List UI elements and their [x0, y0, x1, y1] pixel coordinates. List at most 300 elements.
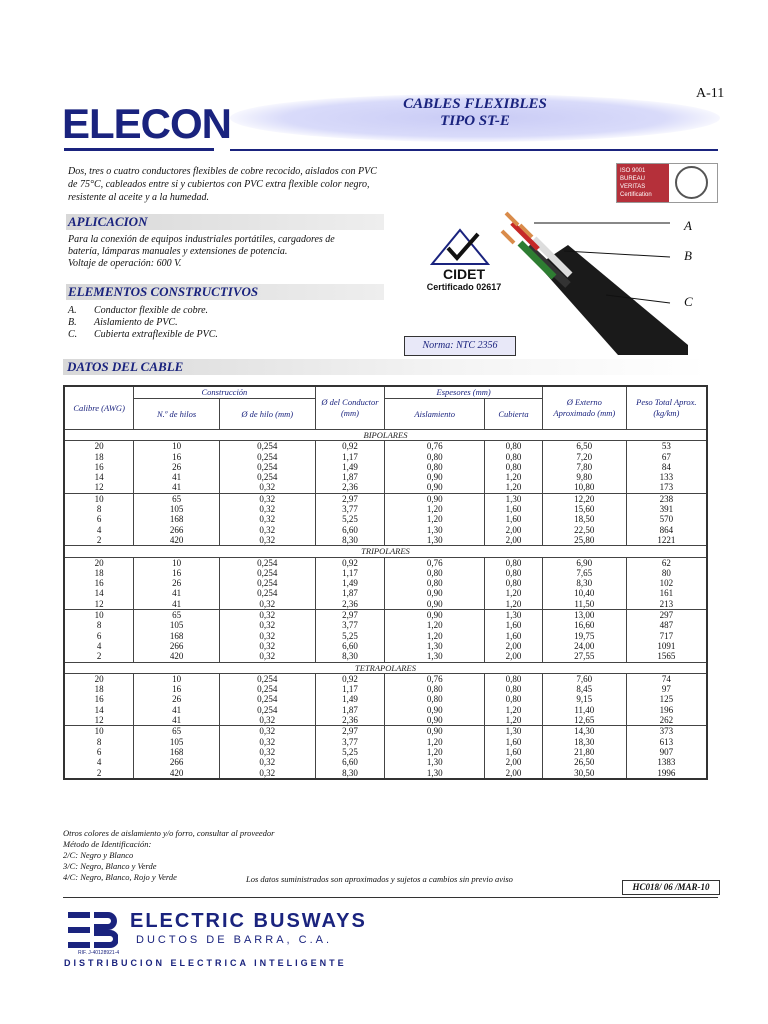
table-row [64, 462, 707, 472]
table-cell: 14 [64, 588, 134, 598]
table-cell: 97 [626, 684, 707, 694]
item-label: B. [68, 317, 77, 328]
table-cell: 41 [134, 472, 220, 482]
table-row [64, 482, 707, 493]
table-cell: 10 [134, 673, 220, 684]
table-cell: 0,254 [219, 452, 315, 462]
table-cell: 0,32 [219, 482, 315, 493]
table-cell: 0,32 [219, 641, 315, 651]
table-cell: 0,32 [219, 715, 315, 726]
table-cell: 125 [626, 694, 707, 704]
table-row [64, 757, 707, 767]
table-cell: 7,80 [542, 462, 626, 472]
table-cell: 65 [134, 493, 220, 504]
table-cell: 4 [64, 757, 134, 767]
table-cell: 16 [64, 578, 134, 588]
table-row [64, 568, 707, 578]
group-name: TRIPOLARES [64, 546, 707, 557]
diagram-label-c: C [684, 294, 693, 309]
table-cell: 11,50 [542, 599, 626, 610]
table-cell: 213 [626, 599, 707, 610]
table-row [64, 747, 707, 757]
note-line: 3/C: Negro, Blanco y Verde [63, 861, 157, 871]
table-cell: 18 [64, 568, 134, 578]
table-cell: 18 [64, 452, 134, 462]
table-cell: 20 [64, 441, 134, 452]
table-cell: 3,77 [315, 737, 385, 747]
iso-line: ISO 9001 [620, 168, 646, 174]
page-title [230, 96, 720, 130]
table-cell: 16 [134, 684, 220, 694]
note-line: 4/C: Negro, Blanco, Rojo y Verde [63, 872, 177, 882]
table-cell: 0,32 [219, 504, 315, 514]
table-cell: 8,30 [315, 535, 385, 546]
table-cell: 1,30 [385, 768, 485, 779]
table-cell: 0,92 [315, 673, 385, 684]
table-cell: 266 [134, 525, 220, 535]
table-cell: 0,32 [219, 757, 315, 767]
table-cell: 26 [134, 578, 220, 588]
table-cell: 5,25 [315, 747, 385, 757]
table-cell: 9,15 [542, 694, 626, 704]
table-cell: 2,97 [315, 493, 385, 504]
table-cell: 16 [64, 462, 134, 472]
table-cell: 74 [626, 673, 707, 684]
table-cell: 1,30 [385, 651, 485, 662]
datos-bar [63, 359, 708, 375]
table-row [64, 514, 707, 524]
table-cell: 173 [626, 482, 707, 493]
table-cell: 0,32 [219, 620, 315, 630]
table-cell: 0,80 [485, 684, 543, 694]
table-cell: 10 [134, 441, 220, 452]
group-name: BIPOLARES [64, 430, 707, 441]
table-cell: 0,90 [385, 599, 485, 610]
table-cell: 0,80 [485, 568, 543, 578]
table-cell: 2,00 [485, 525, 543, 535]
table-cell: 1,20 [385, 514, 485, 524]
table-cell: 196 [626, 705, 707, 715]
table-cell: 6,50 [542, 441, 626, 452]
iso-text [617, 164, 669, 202]
table-cell: 0,80 [385, 462, 485, 472]
table-row [64, 620, 707, 630]
note-line: Método de Identificación: [63, 839, 152, 849]
table-cell: 0,32 [219, 726, 315, 737]
table-cell: 0,254 [219, 472, 315, 482]
header-peso: Peso Total Aprox. (kg/km) [626, 386, 707, 430]
table-cell: 6,60 [315, 525, 385, 535]
table-cell: 10 [134, 557, 220, 568]
table-cell: 1565 [626, 651, 707, 662]
table-cell: 0,254 [219, 578, 315, 588]
table-cell: 0,80 [385, 578, 485, 588]
table-cell: 10 [64, 493, 134, 504]
table-row [64, 694, 707, 704]
table-cell: 16 [134, 452, 220, 462]
table-cell: 1,49 [315, 694, 385, 704]
header-divider [230, 149, 718, 151]
table-cell: 18,30 [542, 737, 626, 747]
table-cell: 41 [134, 599, 220, 610]
table-row [64, 441, 707, 452]
table-cell: 12,65 [542, 715, 626, 726]
table-cell: 0,254 [219, 441, 315, 452]
table-row [64, 472, 707, 482]
table-cell: 10 [64, 726, 134, 737]
table-cell: 25,80 [542, 535, 626, 546]
table-cell: 16 [134, 568, 220, 578]
table-cell: 8 [64, 737, 134, 747]
table-row [64, 452, 707, 462]
footer-subtitle: DUCTOS DE BARRA, C.A. [136, 934, 333, 946]
table-cell: 2,00 [485, 535, 543, 546]
table-cell: 1091 [626, 641, 707, 651]
table-cell: 0,76 [385, 441, 485, 452]
table-cell: 2 [64, 651, 134, 662]
table-cell: 266 [134, 641, 220, 651]
table-cell: 2,00 [485, 651, 543, 662]
cable-data-table [63, 385, 708, 780]
table-cell: 1,20 [385, 737, 485, 747]
table-cell: 0,32 [219, 651, 315, 662]
table-cell: 0,254 [219, 705, 315, 715]
table-cell: 14 [64, 472, 134, 482]
table-cell: 1,17 [315, 684, 385, 694]
table-row [64, 641, 707, 651]
table-cell: 14,30 [542, 726, 626, 737]
table-cell: 1,20 [485, 599, 543, 610]
table-cell: 8,30 [315, 651, 385, 662]
table-cell: 1,30 [385, 641, 485, 651]
table-cell: 65 [134, 726, 220, 737]
table-cell: 20 [64, 557, 134, 568]
table-cell: 102 [626, 578, 707, 588]
intro-paragraph: Dos, tres o cuatro conductores flexibles de cobre recocido, aislados con PVC de 75°C, cableados entre si y cubiertos con PVC extra flexible color negro, resistente al aceite y a la humedad. [68, 166, 377, 203]
table-cell: 0,90 [385, 610, 485, 621]
table-cell: 2 [64, 535, 134, 546]
table-cell: 2,36 [315, 715, 385, 726]
table-cell: 1,60 [485, 747, 543, 757]
table-cell: 0,80 [485, 441, 543, 452]
table-cell: 5,25 [315, 631, 385, 641]
table-row [64, 715, 707, 726]
note-line: Otros colores de aislamiento y/o forro, consultar al proveedor [63, 828, 275, 838]
table-cell: 2 [64, 768, 134, 779]
table-cell: 907 [626, 747, 707, 757]
table-cell: 5,25 [315, 514, 385, 524]
table-cell: 0,32 [219, 599, 315, 610]
table-cell: 8 [64, 620, 134, 630]
page-number: A-11 [696, 86, 725, 101]
table-cell: 420 [134, 535, 220, 546]
aplicacion-line: Voltaje de operación: 600 V. [68, 258, 182, 269]
table-cell: 12,20 [542, 493, 626, 504]
table-row [64, 504, 707, 514]
table-cell: 1,49 [315, 578, 385, 588]
logo-underline [64, 148, 214, 151]
table-cell: 266 [134, 757, 220, 767]
table-cell: 0,90 [385, 705, 485, 715]
table-cell: 0,254 [219, 568, 315, 578]
table-cell: 0,254 [219, 588, 315, 598]
table-cell: 1,20 [485, 715, 543, 726]
aplicacion-line: batería, lámparas manuales y extensiones de potencia. [68, 246, 288, 257]
table-cell: 80 [626, 568, 707, 578]
table-cell: 2,00 [485, 768, 543, 779]
table-cell: 62 [626, 557, 707, 568]
norma-box: Norma: NTC 2356 [404, 336, 516, 356]
table-cell: 0,90 [385, 715, 485, 726]
table-cell: 0,32 [219, 525, 315, 535]
elementos-title: ELEMENTOS CONSTRUCTIVOS [68, 284, 259, 299]
table-cell: 0,90 [385, 482, 485, 493]
table-cell: 0,90 [385, 588, 485, 598]
table-cell: 0,32 [219, 747, 315, 757]
table-cell: 6,90 [542, 557, 626, 568]
table-row [64, 651, 707, 662]
header-calibre: Calibre (AWG) [64, 386, 134, 430]
table-cell: 16,60 [542, 620, 626, 630]
disclaimer: Los datos suministrados son aproximados y sujetos a cambios sin previo aviso [246, 874, 513, 884]
table-cell: 0,254 [219, 557, 315, 568]
footer-tagline: DISTRIBUCION ELECTRICA INTELIGENTE [64, 958, 347, 968]
table-body [64, 430, 707, 779]
table-row [64, 768, 707, 779]
table-cell: 10,80 [542, 482, 626, 493]
table-cell: 0,254 [219, 684, 315, 694]
title-line-1: CABLES FLEXIBLES [403, 96, 547, 112]
table-cell: 864 [626, 525, 707, 535]
table-row [64, 599, 707, 610]
footer-company-name: ELECTRIC BUSWAYS [130, 910, 367, 932]
table-cell: 238 [626, 493, 707, 504]
item-text: Aislamiento de PVC. [94, 317, 178, 328]
header-diam-conductor: Ø del Conductor (mm) [315, 386, 385, 430]
table-cell: 420 [134, 651, 220, 662]
table-cell: 1,20 [385, 620, 485, 630]
table-cell: 2,36 [315, 482, 385, 493]
table-cell: 1996 [626, 768, 707, 779]
table-cell: 1,87 [315, 588, 385, 598]
table-cell: 1,30 [485, 610, 543, 621]
table-cell: 6 [64, 631, 134, 641]
table-cell: 0,254 [219, 673, 315, 684]
table-cell: 0,80 [485, 557, 543, 568]
diagram-label-b: B [684, 248, 692, 263]
group-header-row [64, 546, 707, 557]
table-cell: 7,60 [542, 673, 626, 684]
table-cell: 0,90 [385, 493, 485, 504]
table-cell: 1,60 [485, 631, 543, 641]
table-cell: 12 [64, 715, 134, 726]
table-cell: 1,20 [385, 747, 485, 757]
table-cell: 41 [134, 705, 220, 715]
table-cell: 26 [134, 694, 220, 704]
table-row [64, 493, 707, 504]
header-cubierta: Cubierta [485, 399, 543, 430]
table-cell: 1,17 [315, 568, 385, 578]
table-cell: 0,32 [219, 610, 315, 621]
table-cell: 3,77 [315, 504, 385, 514]
diagram-label-a: A [684, 218, 692, 233]
table-cell: 0,254 [219, 462, 315, 472]
table-cell: 0,254 [219, 694, 315, 704]
table-cell: 41 [134, 482, 220, 493]
table-cell: 8,30 [315, 768, 385, 779]
table-cell: 105 [134, 504, 220, 514]
table-cell: 20 [64, 673, 134, 684]
table-cell: 105 [134, 737, 220, 747]
item-text: Cubierta extraflexible de PVC. [94, 329, 218, 340]
table-cell: 168 [134, 631, 220, 641]
table-row [64, 588, 707, 598]
table-cell: 168 [134, 514, 220, 524]
table-cell: 11,40 [542, 705, 626, 715]
table-cell: 487 [626, 620, 707, 630]
group-name: TETRAPOLARES [64, 662, 707, 673]
item-label: A. [68, 305, 77, 316]
aplicacion-bar [66, 214, 384, 230]
table-cell: 1383 [626, 757, 707, 767]
table-cell: 26,50 [542, 757, 626, 767]
table-row [64, 535, 707, 546]
table-cell: 1,60 [485, 620, 543, 630]
table-cell: 1,30 [385, 535, 485, 546]
cidet-name: CIDET [443, 266, 485, 282]
table-cell: 0,80 [485, 578, 543, 588]
table-cell: 133 [626, 472, 707, 482]
table-cell: 0,92 [315, 441, 385, 452]
table-cell: 1,17 [315, 452, 385, 462]
table-cell: 0,32 [219, 514, 315, 524]
table-cell: 4 [64, 525, 134, 535]
table-row [64, 631, 707, 641]
table-row [64, 705, 707, 715]
table-cell: 12 [64, 482, 134, 493]
document-code: HC018/ 06 /MAR-10 [622, 880, 720, 895]
header-n-hilos: N.º de hilos [134, 399, 220, 430]
item-text: Conductor flexible de cobre. [94, 305, 209, 316]
table-cell: 18,50 [542, 514, 626, 524]
table-cell: 67 [626, 452, 707, 462]
table-cell: 22,50 [542, 525, 626, 535]
table-cell: 391 [626, 504, 707, 514]
aplicacion-line: Para la conexión de equipos industriales portátiles, cargadores de [68, 234, 335, 245]
table-row [64, 578, 707, 588]
note-line: 2/C: Negro y Blanco [63, 850, 134, 860]
table-cell: 1,49 [315, 462, 385, 472]
table-cell: 6,60 [315, 641, 385, 651]
table-cell: 6,60 [315, 757, 385, 767]
iso-line: Certification [620, 192, 652, 198]
table-cell: 26 [134, 462, 220, 472]
cidet-check-icon [430, 228, 490, 271]
table-cell: 7,20 [542, 452, 626, 462]
table-row [64, 557, 707, 568]
iso-line: BUREAU VERITAS [620, 176, 646, 190]
table-cell: 0,32 [219, 493, 315, 504]
header-aislamiento: Aislamiento [385, 399, 485, 430]
table-cell: 2,00 [485, 757, 543, 767]
table-cell: 9,80 [542, 472, 626, 482]
table-cell: 30,50 [542, 768, 626, 779]
table-cell: 1,30 [385, 525, 485, 535]
table-cell: 1,30 [385, 757, 485, 767]
table-cell: 0,80 [485, 462, 543, 472]
table-row [64, 737, 707, 747]
table-cell: 24,00 [542, 641, 626, 651]
table-cell: 2,97 [315, 726, 385, 737]
table-cell: 297 [626, 610, 707, 621]
table-cell: 0,90 [385, 726, 485, 737]
table-cell: 168 [134, 747, 220, 757]
table-cell: 6 [64, 514, 134, 524]
table-cell: 262 [626, 715, 707, 726]
header-diam-hilo: Ø de hilo (mm) [219, 399, 315, 430]
table-cell: 0,32 [219, 631, 315, 641]
list-item [68, 317, 218, 329]
table-cell: 570 [626, 514, 707, 524]
table-row [64, 525, 707, 535]
table-cell: 14 [64, 705, 134, 715]
table-cell: 1,60 [485, 504, 543, 514]
table-row [64, 610, 707, 621]
table-cell: 3,77 [315, 620, 385, 630]
header-diam-externo: Ø Externo Aproximado (mm) [542, 386, 626, 430]
table-cell: 613 [626, 737, 707, 747]
group-header-row [64, 430, 707, 441]
table-cell: 1,60 [485, 514, 543, 524]
table-cell: 717 [626, 631, 707, 641]
table-cell: 2,36 [315, 599, 385, 610]
table-cell: 161 [626, 588, 707, 598]
header-espesores: Espesores (mm) [385, 386, 543, 399]
table-cell: 7,65 [542, 568, 626, 578]
elementos-bar [66, 284, 384, 300]
table-cell: 0,92 [315, 557, 385, 568]
table-cell: 10,40 [542, 588, 626, 598]
header-construccion: Construcción [134, 386, 315, 399]
elementos-list [68, 305, 218, 341]
table-row [64, 684, 707, 694]
table-cell: 105 [134, 620, 220, 630]
table-cell: 0,90 [385, 472, 485, 482]
table-cell: 0,32 [219, 768, 315, 779]
footer-rif: RIF. J-40128921-4 [78, 950, 120, 956]
datos-title: DATOS DEL CABLE [67, 359, 184, 374]
table-cell: 1,87 [315, 705, 385, 715]
table-cell: 1,20 [485, 482, 543, 493]
list-item [68, 305, 218, 317]
table-row [64, 726, 707, 737]
table-cell: 1,30 [485, 493, 543, 504]
table-cell: 1,20 [485, 588, 543, 598]
table-cell: 0,80 [385, 568, 485, 578]
table-cell: 8,30 [542, 578, 626, 588]
aplicacion-text [68, 234, 388, 270]
table-cell: 0,80 [485, 452, 543, 462]
table-cell: 15,60 [542, 504, 626, 514]
table-cell: 13,00 [542, 610, 626, 621]
table-cell: 4 [64, 641, 134, 651]
table-cell: 16 [64, 694, 134, 704]
table-cell: 84 [626, 462, 707, 472]
table-cell: 0,32 [219, 535, 315, 546]
table-cell: 1,87 [315, 472, 385, 482]
aplicacion-title: APLICACION [68, 214, 148, 229]
table-cell: 21,80 [542, 747, 626, 757]
